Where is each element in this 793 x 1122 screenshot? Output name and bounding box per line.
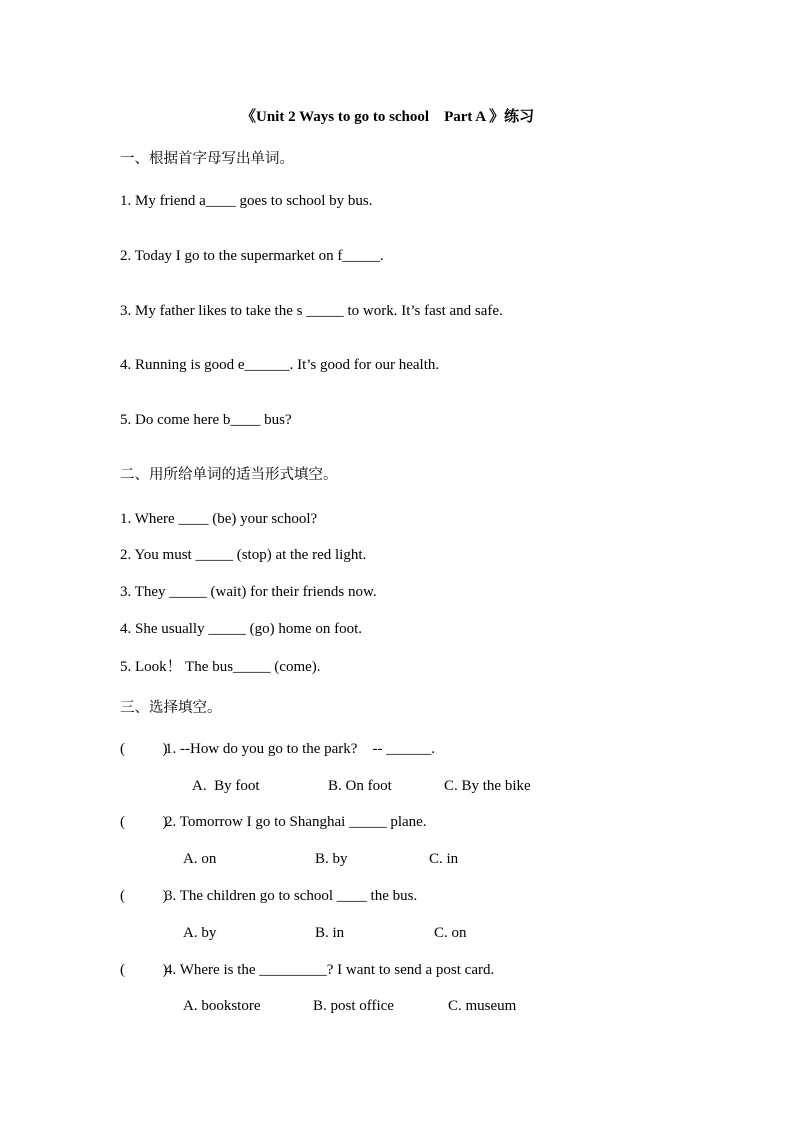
- answer-bracket: ( ): [120, 888, 168, 904]
- page-title: 《Unit 2 Ways to go to school Part A 》练习: [241, 109, 535, 125]
- question-4-option-a: A. bookstore: [183, 998, 261, 1014]
- section-1-item-4: 4. Running is good e______. It’s good for our health.: [120, 357, 440, 373]
- answer-bracket: ( ): [120, 741, 168, 757]
- question-3-option-c: C. on: [434, 925, 467, 941]
- question-3-text: 3. The children go to school ____ the bus.: [165, 888, 418, 904]
- section-2-item-5: 5. Look！ The bus_____ (come).: [120, 659, 321, 675]
- question-3-option-b: B. in: [315, 925, 345, 941]
- question-2-text: 2. Tomorrow I go to Shanghai _____ plane.: [165, 814, 427, 830]
- question-1-option-c: C. By the bike: [444, 778, 531, 794]
- question-4-option-b: B. post office: [313, 998, 394, 1014]
- question-1-text: 1. --How do you go to the park? -- ______.: [165, 741, 435, 757]
- section-1-item-2: 2. Today I go to the supermarket on f_____.: [120, 248, 384, 264]
- question-4-option-c: C. museum: [448, 998, 517, 1014]
- question-4-text: 4. Where is the _________? I want to send a post card.: [165, 962, 495, 978]
- section-3-heading: 三、选择填空。: [120, 700, 222, 716]
- question-1-option-b: B. On foot: [328, 778, 392, 794]
- section-2-item-4: 4. She usually _____ (go) home on foot.: [120, 621, 363, 637]
- answer-bracket: ( ): [120, 814, 168, 830]
- question-2-option-b: B. by: [315, 851, 348, 867]
- question-2-option-a: A. on: [183, 851, 217, 867]
- section-2-heading: 二、用所给单词的适当形式填空。: [120, 467, 338, 483]
- section-1-item-3: 3. My father likes to take the s _____ to work. It’s fast and safe.: [120, 303, 503, 319]
- section-1-item-1: 1. My friend a____ goes to school by bus.: [120, 193, 373, 209]
- section-2-item-3: 3. They _____ (wait) for their friends now.: [120, 584, 377, 600]
- section-1-heading: 一、根据首字母写出单词。: [120, 151, 294, 167]
- section-1-item-5: 5. Do come here b____ bus?: [120, 412, 292, 428]
- answer-bracket: ( ): [120, 962, 168, 978]
- question-2-option-c: C. in: [429, 851, 459, 867]
- question-1-option-a: A. By foot: [192, 778, 260, 794]
- section-2-item-2: 2. You must _____ (stop) at the red light.: [120, 547, 367, 563]
- section-2-item-1: 1. Where ____ (be) your school?: [120, 511, 318, 527]
- question-3-option-a: A. by: [183, 925, 217, 941]
